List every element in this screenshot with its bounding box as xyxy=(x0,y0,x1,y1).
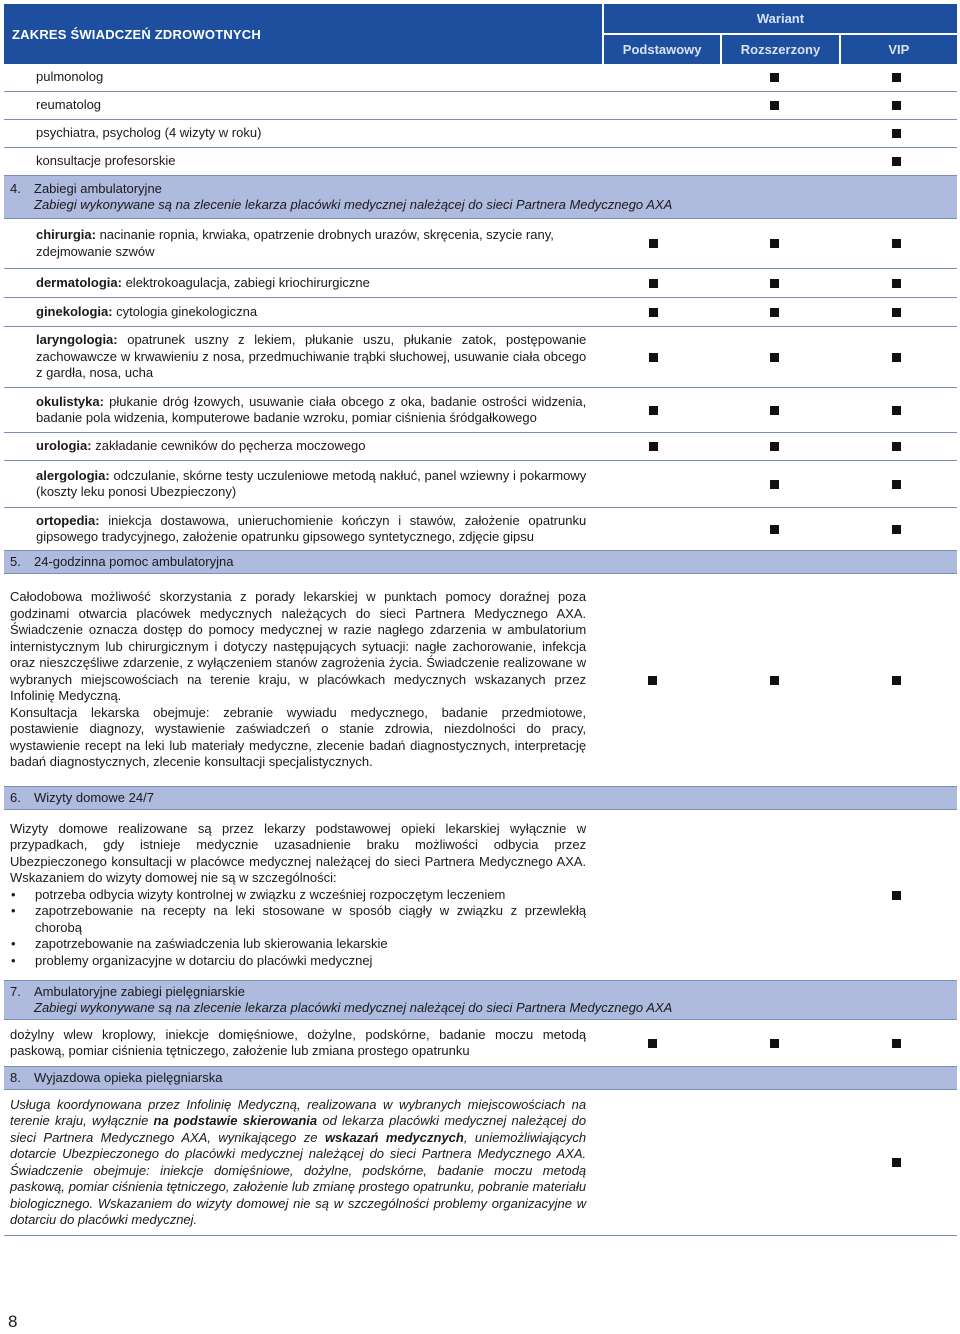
list-item: • zapotrzebowanie na recepty na leki stosowane w sposób ciągły w związku z przewlekłą chorobą xyxy=(28,903,586,936)
text-emphasis: na podstawie skierowania xyxy=(153,1113,318,1128)
row-label xyxy=(4,434,592,459)
included-mark-icon xyxy=(770,480,779,489)
list-item: • zapotrzebowanie na zaświadczenia lub skierowania lekarskie xyxy=(28,936,586,953)
included-mark-icon xyxy=(649,406,658,415)
section-title: 24-godzinna pomoc ambulatoryjna xyxy=(34,554,234,569)
included-mark-icon xyxy=(648,1039,657,1048)
variant-cell xyxy=(714,73,836,82)
row-term: laryngologia: xyxy=(36,332,118,348)
included-mark-icon xyxy=(892,891,901,900)
text-segment: Usługa koordynowana przez Infolinię Medyczną, realizowana w wybranych miejscowościach na terenie kraju, wyłącznie xyxy=(10,1096,587,1128)
row-term: ginekologia: xyxy=(36,303,113,319)
paragraph: Konsultacja lekarska obejmuje: zebranie wywiadu medycznego, badanie przedmiotowe, postawienie diagnozy, wystawienie zaświadczeń o stanie zdrowia, niezdolności do pracy, wystawienie recept na leki lub materiały medyczne, zlecenie badań diagnostycznych, interpretację badań diagnostycznych, zlecenie konsultacji specjalistycznych. xyxy=(10,704,587,770)
row-term: chirurgia: xyxy=(36,227,96,242)
row-text: elektrokoagulacja, zabiegi kriochirurgiczne xyxy=(121,274,370,290)
variant-cell xyxy=(714,279,836,288)
row-label xyxy=(4,300,592,325)
included-mark-icon xyxy=(892,406,901,415)
variant-cell xyxy=(714,1039,836,1048)
included-mark-icon xyxy=(892,279,901,288)
row-label xyxy=(4,585,592,775)
section-subtitle: Zabiegi wykonywane są na zlecenie lekarza placówki medycznej należącej do sieci Partnera Medycznego AXA xyxy=(34,1000,673,1015)
variant-cell xyxy=(835,279,957,288)
section-number: 5. xyxy=(10,554,21,569)
table-row xyxy=(4,148,957,176)
variant-cell xyxy=(592,279,714,288)
section-number: 8. xyxy=(10,1070,21,1085)
table-row xyxy=(4,120,957,148)
row-term: alergologia: xyxy=(36,467,110,483)
variant-label: Wariant xyxy=(604,4,957,33)
variant-cell xyxy=(592,308,714,317)
variant-cell xyxy=(714,308,836,317)
row-label xyxy=(4,817,592,974)
included-mark-icon xyxy=(892,157,901,166)
variant-cell xyxy=(835,73,957,82)
included-mark-icon xyxy=(649,442,658,451)
included-mark-icon xyxy=(892,353,901,362)
variant-cell xyxy=(835,406,957,415)
variant-cell xyxy=(835,480,957,489)
variant-cell xyxy=(835,353,957,362)
row-label xyxy=(4,1093,592,1233)
paragraph: Całodobowa możliwość skorzystania z porady lekarskiej w punktach pomocy doraźnej poza godzinami otwarcia placówek medycznych należących do sieci Partnera Medycznego AXA. Świadczenie oznacza dostęp do pomocy medycznej w razie nagłego zdarzenia w ambulatorium internistycznym lub chirurgicznym i dotyczy następujących sytuacji: nagłe zachorowanie, infekcja oraz nieszczęśliwe zdarzenie, z wyłączeniem stanów zagrożenia życia. Świadczenie realizowane w wybranych miejscowościach na terenie kraju, w placówkach medycznych wskazanych przez Infolinię Medyczną. xyxy=(10,589,587,704)
section-number: 7. xyxy=(10,984,21,999)
section-header xyxy=(4,981,957,1020)
included-mark-icon xyxy=(770,406,779,415)
included-mark-icon xyxy=(892,1039,901,1048)
variant-cell xyxy=(714,676,836,685)
table-row xyxy=(4,1090,957,1236)
included-mark-icon xyxy=(892,308,901,317)
table-row xyxy=(4,327,957,388)
variant-columns xyxy=(604,35,957,64)
row-label: konsultacje profesorskie xyxy=(36,153,176,169)
section-title: Zabiegi ambulatoryjne xyxy=(34,181,162,196)
included-mark-icon xyxy=(770,239,779,248)
variant-cell xyxy=(835,891,957,900)
variant-cell xyxy=(835,1039,957,1048)
table-row xyxy=(4,433,957,461)
table-row xyxy=(4,269,957,298)
variant-cell xyxy=(714,442,836,451)
page-number: 8 xyxy=(8,1312,18,1331)
row-text: płukanie dróg łzowych, usuwanie ciała obcego z oka, badanie ostrości widzenia, badanie pola widzenia, komputerowe badanie wzroku, pomiar ciśnienia śródgałkowego xyxy=(36,393,587,425)
variant-cell xyxy=(592,406,714,415)
variant-vip: VIP xyxy=(841,35,957,64)
included-mark-icon xyxy=(770,353,779,362)
included-mark-icon xyxy=(648,676,657,685)
row-term: urologia: xyxy=(36,438,92,454)
included-mark-icon xyxy=(649,239,658,248)
table-row xyxy=(4,574,957,787)
text-segment: , uniemożliwiających dotarcie Ubezpieczonego do placówki medycznej należącej do sieci Partnera Medycznego AXA. Świadczenie obejmuje: iniekcje domięśniowe, dożylne, podskórne, badanie moczu metodą paskową, pomiar ciśnienia tętniczego, założenie lub zmianę prostego opatrunku, pobranie materiału biologicznego. Wskazaniem do wizyty domowej nie są w szczególności problemy organizacyjne w dotarciu do placówki medycznej. xyxy=(10,1129,587,1227)
list-item: • potrzeba odbycia wizyty kontrolnej w związku z wcześniej rozpoczętym leczeniem xyxy=(28,887,586,904)
variant-cell xyxy=(714,406,836,415)
included-mark-icon xyxy=(770,279,779,288)
variant-cell xyxy=(592,353,714,362)
list-item: • problemy organizacyjne w dotarciu do placówki medycznej xyxy=(28,953,586,970)
variant-cell xyxy=(835,157,957,166)
text-emphasis: wskazań medycznych xyxy=(324,1129,464,1145)
included-mark-icon xyxy=(649,308,658,317)
row-label: psychiatra, psycholog (4 wizyty w roku) xyxy=(36,125,262,141)
variant-cell xyxy=(592,442,714,451)
included-mark-icon xyxy=(770,101,779,110)
variant-cell xyxy=(592,676,714,685)
paragraph: Wizyty domowe realizowane są przez lekarzy podstawowej opieki lekarskiej wyłącznie w przypadkach, gdy istnieje medycznie uzasadnienie braku możliwości odbycia przez Ubezpieczonego konsultacji w placówce medycznej należącej do sieci Partnera Medycznego AXA. Wskazaniem do wizyty domowej nie są w szczególności: xyxy=(10,820,587,886)
bullet-list xyxy=(10,887,586,970)
table-row xyxy=(4,298,957,327)
row-label xyxy=(4,390,592,431)
included-mark-icon xyxy=(770,525,779,534)
row-label: pulmonolog xyxy=(36,69,104,85)
table-row xyxy=(4,1020,957,1067)
row-term: ortopedia: xyxy=(36,512,100,528)
included-mark-icon xyxy=(649,353,658,362)
included-mark-icon xyxy=(892,442,901,451)
variant-cell xyxy=(592,1039,714,1048)
row-label xyxy=(4,464,592,505)
included-mark-icon xyxy=(770,442,779,451)
section-header xyxy=(4,176,957,219)
included-mark-icon xyxy=(892,525,901,534)
section-header xyxy=(4,551,957,574)
table-row xyxy=(4,388,957,433)
row-label: dożylny wlew kroplowy, iniekcje domięśniowe, dożylne, podskórne, badanie moczu metodą paskową, pomiar ciśnienia tętniczego, założenie lub zmiana prostego opatrunku xyxy=(10,1026,587,1058)
included-mark-icon xyxy=(892,676,901,685)
section-title: Wyjazdowa opieka pielęgniarska xyxy=(34,1070,223,1085)
row-text: iniekcja dostawowa, unieruchomienie kończyn i stawów, założenie opatrunku gipsowego tradycyjnego, założenie opatrunku gipsowego syntetycznego, zdjęcie gipsu xyxy=(36,512,587,544)
table-row xyxy=(4,461,957,508)
variant-cell xyxy=(714,239,836,248)
table-title: ZAKRES ŚWIADCZEŃ ZDROWOTNYCH xyxy=(4,4,602,64)
included-mark-icon xyxy=(892,101,901,110)
benefits-table xyxy=(4,4,957,1236)
section-subtitle: Zabiegi wykonywane są na zlecenie lekarza placówki medycznej należącej do sieci Partnera Medycznego AXA xyxy=(34,197,673,212)
included-mark-icon xyxy=(649,279,658,288)
row-term: okulistyka: xyxy=(36,393,104,409)
variant-cell xyxy=(835,101,957,110)
variant-cell xyxy=(835,525,957,534)
row-text: odczulanie, skórne testy uczuleniowe metodą nakłuć, panel wziewny i pokarmowy (koszty leku ponosi Ubezpieczony) xyxy=(36,467,587,499)
section-number: 6. xyxy=(10,790,21,805)
section-header xyxy=(4,787,957,810)
variant-basic: Podstawowy xyxy=(604,35,720,64)
section-title: Wizyty domowe 24/7 xyxy=(34,790,154,805)
table-header xyxy=(4,4,957,64)
variant-cell xyxy=(714,101,836,110)
included-mark-icon xyxy=(892,73,901,82)
row-term: dermatologia: xyxy=(36,274,122,290)
row-label xyxy=(4,223,592,264)
table-row xyxy=(4,810,957,981)
included-mark-icon xyxy=(770,676,779,685)
row-text: opatrunek uszny z lekiem, płukanie uszu, płukanie zatok, postępowanie zachowawcze w krwawieniu z nosa, przedmuchiwanie trąbki słuchowej, usuwanie ciała obcego z gardła, nosa, ucha xyxy=(36,332,587,381)
variant-cell xyxy=(835,1158,957,1167)
included-mark-icon xyxy=(892,480,901,489)
variant-cell xyxy=(835,442,957,451)
row-text: cytologia ginekologiczna xyxy=(112,303,258,319)
included-mark-icon xyxy=(770,73,779,82)
included-mark-icon xyxy=(770,308,779,317)
section-header xyxy=(4,1067,957,1090)
variant-cell xyxy=(592,239,714,248)
row-label xyxy=(4,328,592,386)
table-row xyxy=(4,508,957,551)
included-mark-icon xyxy=(770,1039,779,1048)
text-segment: od lekarza placówki medycznej należącej do sieci Partnera Medycznego AXA, wynikającego ze xyxy=(10,1113,587,1145)
included-mark-icon xyxy=(892,239,901,248)
section-number: 4. xyxy=(10,181,21,196)
variant-cell xyxy=(835,676,957,685)
table-row xyxy=(4,219,957,269)
variant-extended: Rozszerzony xyxy=(722,35,838,64)
included-mark-icon xyxy=(892,129,901,138)
table-row xyxy=(4,92,957,120)
row-text: nacinanie ropnia, krwiaka, opatrzenie drobnych urazów, skręcenia, szycie rany, zdejmowanie szwów xyxy=(36,227,554,259)
row-label: reumatolog xyxy=(36,97,102,113)
section-title: Ambulatoryjne zabiegi pielęgniarskie xyxy=(34,984,246,999)
variant-cell xyxy=(835,308,957,317)
row-label xyxy=(4,509,592,550)
row-text: zakładanie cewników do pęcherza moczowego xyxy=(91,438,366,454)
row-label xyxy=(4,271,592,296)
variant-cell xyxy=(714,353,836,362)
variant-cell xyxy=(714,525,836,534)
variant-cell xyxy=(714,480,836,489)
variant-header xyxy=(604,4,957,64)
variant-cell xyxy=(835,239,957,248)
table-row xyxy=(4,64,957,92)
variant-cell xyxy=(835,129,957,138)
included-mark-icon xyxy=(892,1158,901,1167)
